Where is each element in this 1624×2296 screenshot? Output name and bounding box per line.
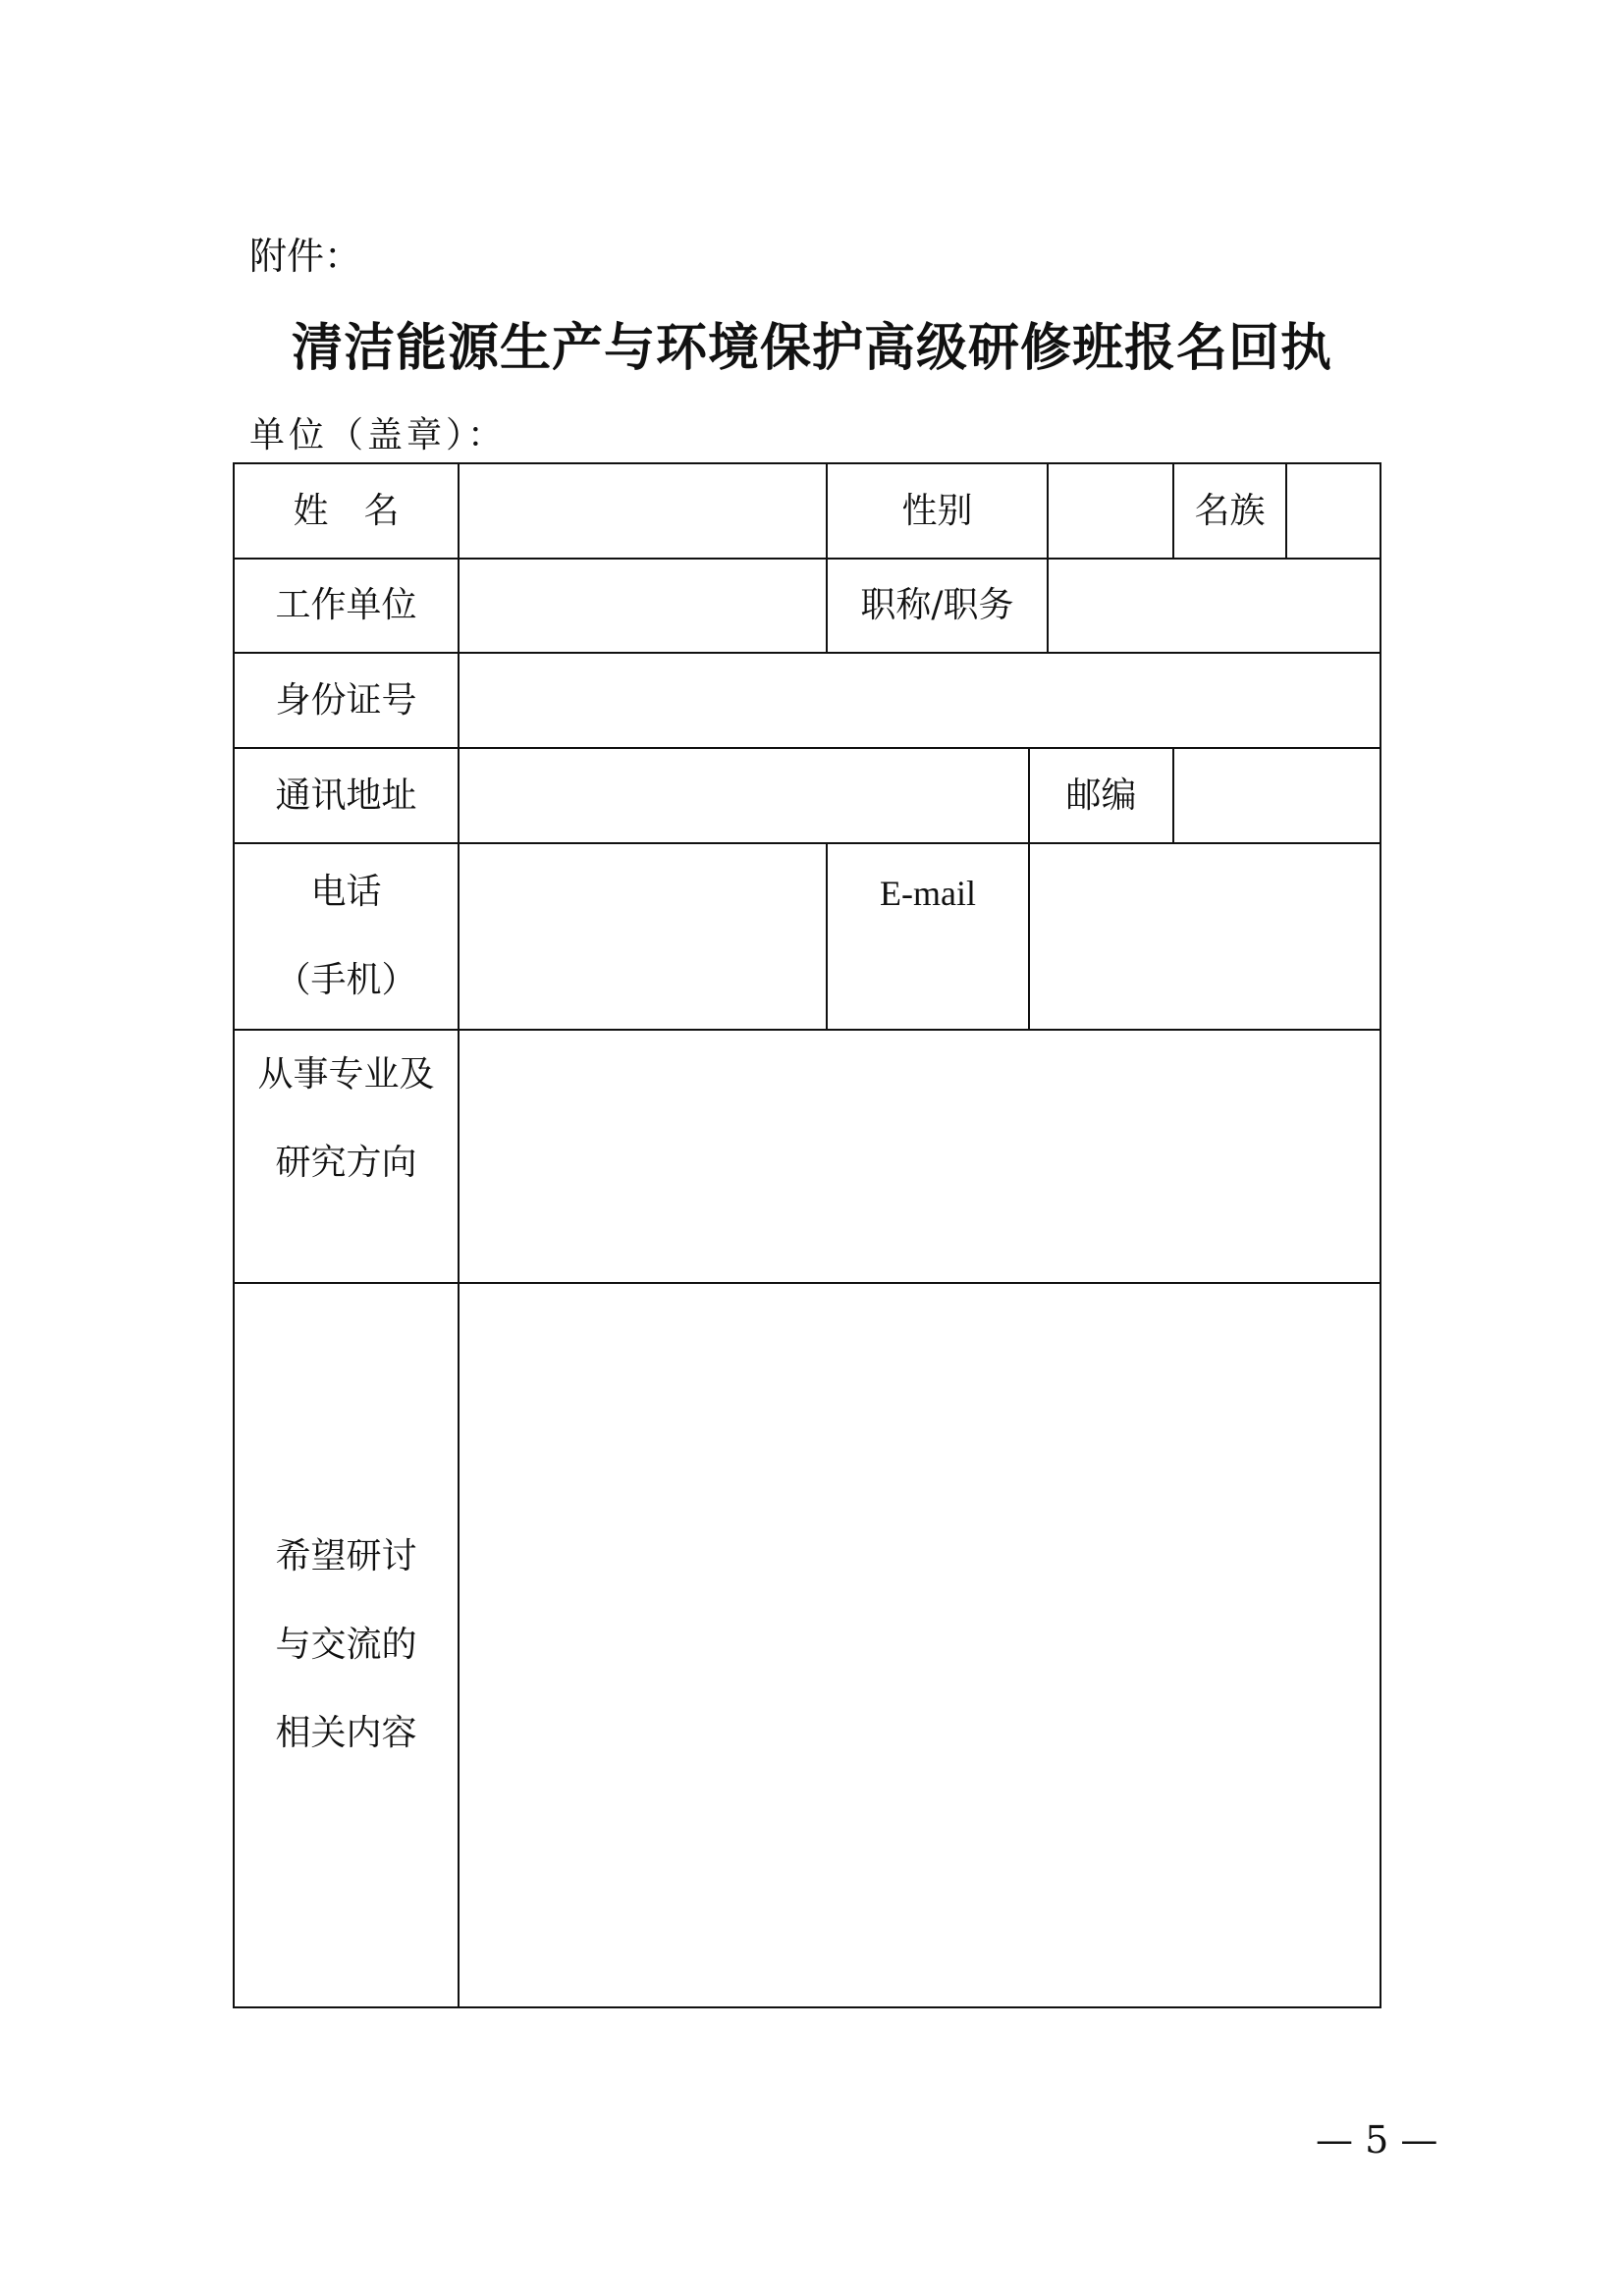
page-title: 清洁能源生产与环境保护高级研修班报名回执 xyxy=(291,318,1332,378)
id-number-label: 身份证号 xyxy=(275,679,417,721)
gender-field[interactable] xyxy=(1049,464,1172,558)
ethnicity-label: 名族 xyxy=(1194,490,1266,531)
unit-seal-label: 单位（盖章）： xyxy=(249,415,508,455)
major-label-line2: 研究方向 xyxy=(275,1143,417,1183)
id-number-field[interactable] xyxy=(460,654,1380,747)
postcode-field[interactable] xyxy=(1174,749,1380,842)
attachment-label: 附件： xyxy=(249,235,362,278)
title-position-field[interactable] xyxy=(1049,560,1380,652)
topics-field[interactable] xyxy=(460,1284,1380,2006)
phone-label xyxy=(235,844,458,1029)
workplace-label: 工作单位 xyxy=(275,585,417,625)
email-label: E-mail xyxy=(880,874,976,913)
workplace-field[interactable] xyxy=(460,560,826,652)
topics-label-line1: 希望研讨 xyxy=(275,1536,417,1576)
name-field[interactable] xyxy=(460,464,826,558)
major-field[interactable] xyxy=(460,1031,1380,1282)
title-position-label: 职称/职务 xyxy=(860,585,1014,625)
phone-field[interactable] xyxy=(460,844,826,1029)
address-field[interactable] xyxy=(460,749,1028,842)
phone-label-line2: （手机） xyxy=(275,960,417,1000)
name-label: 姓 名 xyxy=(293,490,400,531)
page-number: — 5 — xyxy=(1316,2118,1438,2162)
registration-form-table xyxy=(233,462,1381,2008)
ethnicity-field[interactable] xyxy=(1287,464,1380,558)
major-label-line1: 从事专业及 xyxy=(257,1054,435,1095)
email-field[interactable] xyxy=(1030,844,1380,1029)
gender-label: 性别 xyxy=(901,490,973,531)
topics-label-line2: 与交流的 xyxy=(275,1625,417,1665)
major-label xyxy=(235,1031,458,1282)
address-label: 通讯地址 xyxy=(275,774,417,816)
topics-label xyxy=(235,1284,458,2006)
postcode-label: 邮编 xyxy=(1065,774,1137,816)
topics-label-line3: 相关内容 xyxy=(275,1713,417,1753)
phone-label-line1: 电话 xyxy=(310,872,382,912)
